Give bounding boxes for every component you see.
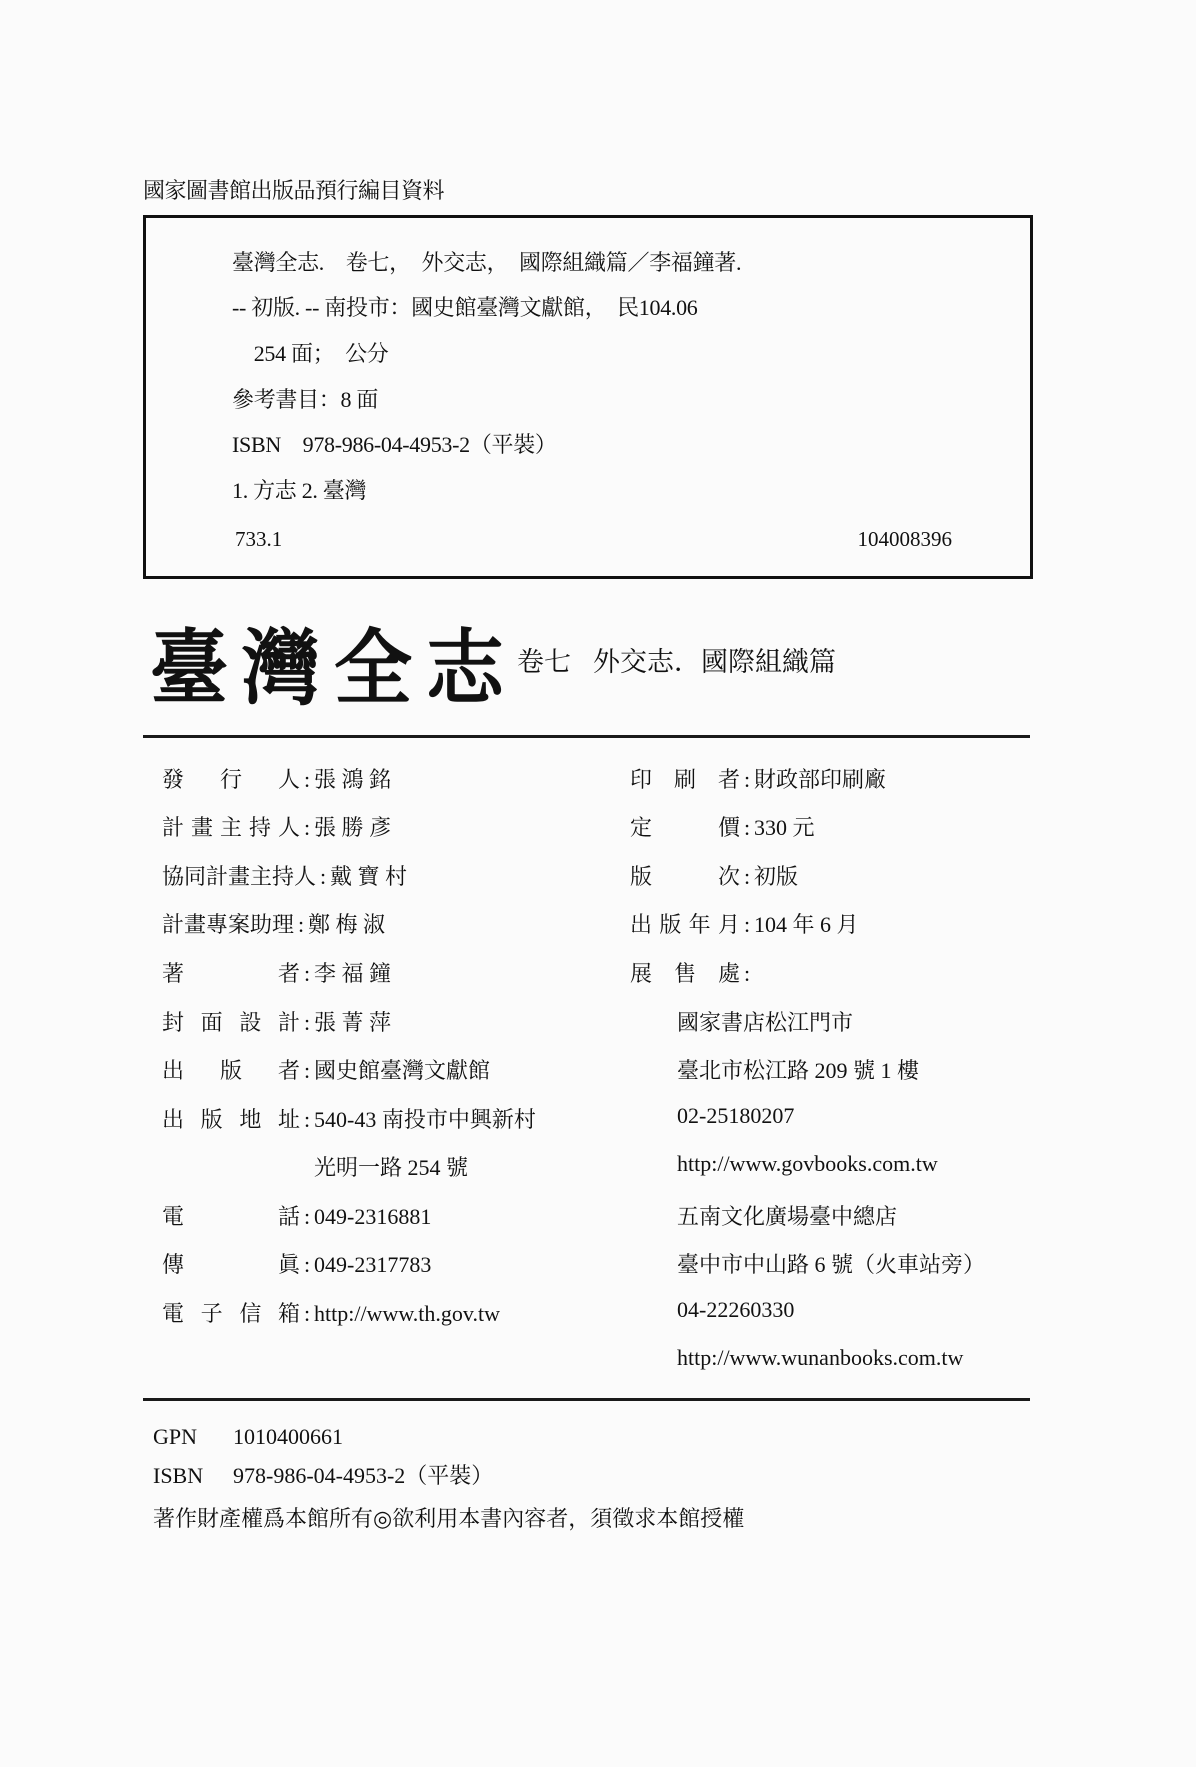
credit-co-host: 協同計畫主持人 : 戴 寶 村	[162, 864, 408, 889]
cip-classification: 733.1	[235, 527, 283, 551]
subtitle-volume: 卷七	[517, 647, 571, 677]
credit-sales-outlets: 展 售 處 :	[630, 961, 751, 986]
cip-record-number: 104008396	[857, 527, 952, 551]
cip-line-subjects: 1. 方志 2. 臺灣	[232, 478, 367, 503]
credit-website: 電 子 信 箱 : http://www.th.gov.tw	[162, 1301, 500, 1326]
gpn-line: GPN 1010400661	[153, 1424, 343, 1449]
isbn-line: ISBN 978-986-04-4953-2（平裝）	[153, 1463, 494, 1488]
calligraphy-title: 臺灣全志	[150, 621, 519, 717]
credit-fax: 傳 眞 : 049-2317783	[162, 1252, 432, 1277]
outlet-2-address: 臺中市中山路 6 號（火車站旁）	[677, 1252, 986, 1277]
outlet-2-phone: 04-22260330	[677, 1297, 795, 1322]
outlet-2-website[interactable]: http://www.wunanbooks.com.tw	[677, 1345, 964, 1370]
outlet-1-address: 臺北市松江路 209 號 1 樓	[677, 1058, 920, 1083]
credit-author: 著 者 : 李 福 鐘	[162, 961, 392, 986]
credit-price: 定 價 : 330 元	[630, 815, 815, 840]
outlet-1-website[interactable]: http://www.govbooks.com.tw	[677, 1151, 938, 1176]
credit-address: 出 版 地 址 : 540-43 南投市中興新村	[162, 1107, 536, 1132]
cip-line-isbn: ISBN 978-986-04-4953-2（平裝）	[232, 432, 557, 457]
credit-phone: 電 話 : 049-2316881	[162, 1204, 432, 1229]
cip-line-pages: 254 面； 公分	[232, 341, 389, 366]
credit-publish-date: 出版年月 : 104 年 6 月	[630, 912, 859, 937]
credit-cover-design: 封 面 設 計 : 張 菁 萍	[162, 1010, 392, 1035]
cip-line-title: 臺灣全志. 卷七， 外交志， 國際組織篇／李福鐘著.	[232, 250, 742, 275]
outlet-1-phone: 02-25180207	[677, 1103, 795, 1128]
subtitle-name: 外交志．國際組織篇	[593, 647, 836, 677]
credit-address-line2: 光明一路 254 號	[314, 1155, 469, 1180]
credit-printer: 印 刷 者 : 財政部印刷廠	[630, 767, 887, 792]
divider-top	[143, 735, 1030, 738]
credit-publisher: 出 版 者 : 國史館臺灣文獻館	[162, 1058, 491, 1083]
credit-project-assistant: 計畫專案助理 : 鄭 梅 淑	[162, 912, 386, 937]
cip-header: 國家圖書館出版品預行編目資料	[143, 178, 445, 203]
copyright-notice: 著作財產權爲本館所有◎欲利用本書內容者，須徵求本館授權	[153, 1506, 745, 1531]
cip-line-edition: -- 初版. -- 南投市：國史館臺灣文獻館， 民104.06	[232, 295, 698, 320]
cip-record-box	[143, 215, 1033, 579]
credit-edition: 版 次 : 初版	[630, 864, 799, 889]
credit-project-host: 計畫主持人 : 張 勝 彥	[162, 815, 392, 840]
volume-subtitle	[517, 640, 836, 679]
outlet-2-name: 五南文化廣場臺中總店	[677, 1204, 898, 1229]
credit-publisher-person: 發 行 人 : 張 鴻 銘	[162, 767, 392, 792]
divider-bottom	[143, 1398, 1030, 1401]
outlet-1-name: 國家書店松江門市	[677, 1010, 854, 1035]
website-link[interactable]: http://www.th.gov.tw	[314, 1301, 500, 1326]
cip-line-bibliography: 參考書目：8 面	[232, 387, 379, 412]
